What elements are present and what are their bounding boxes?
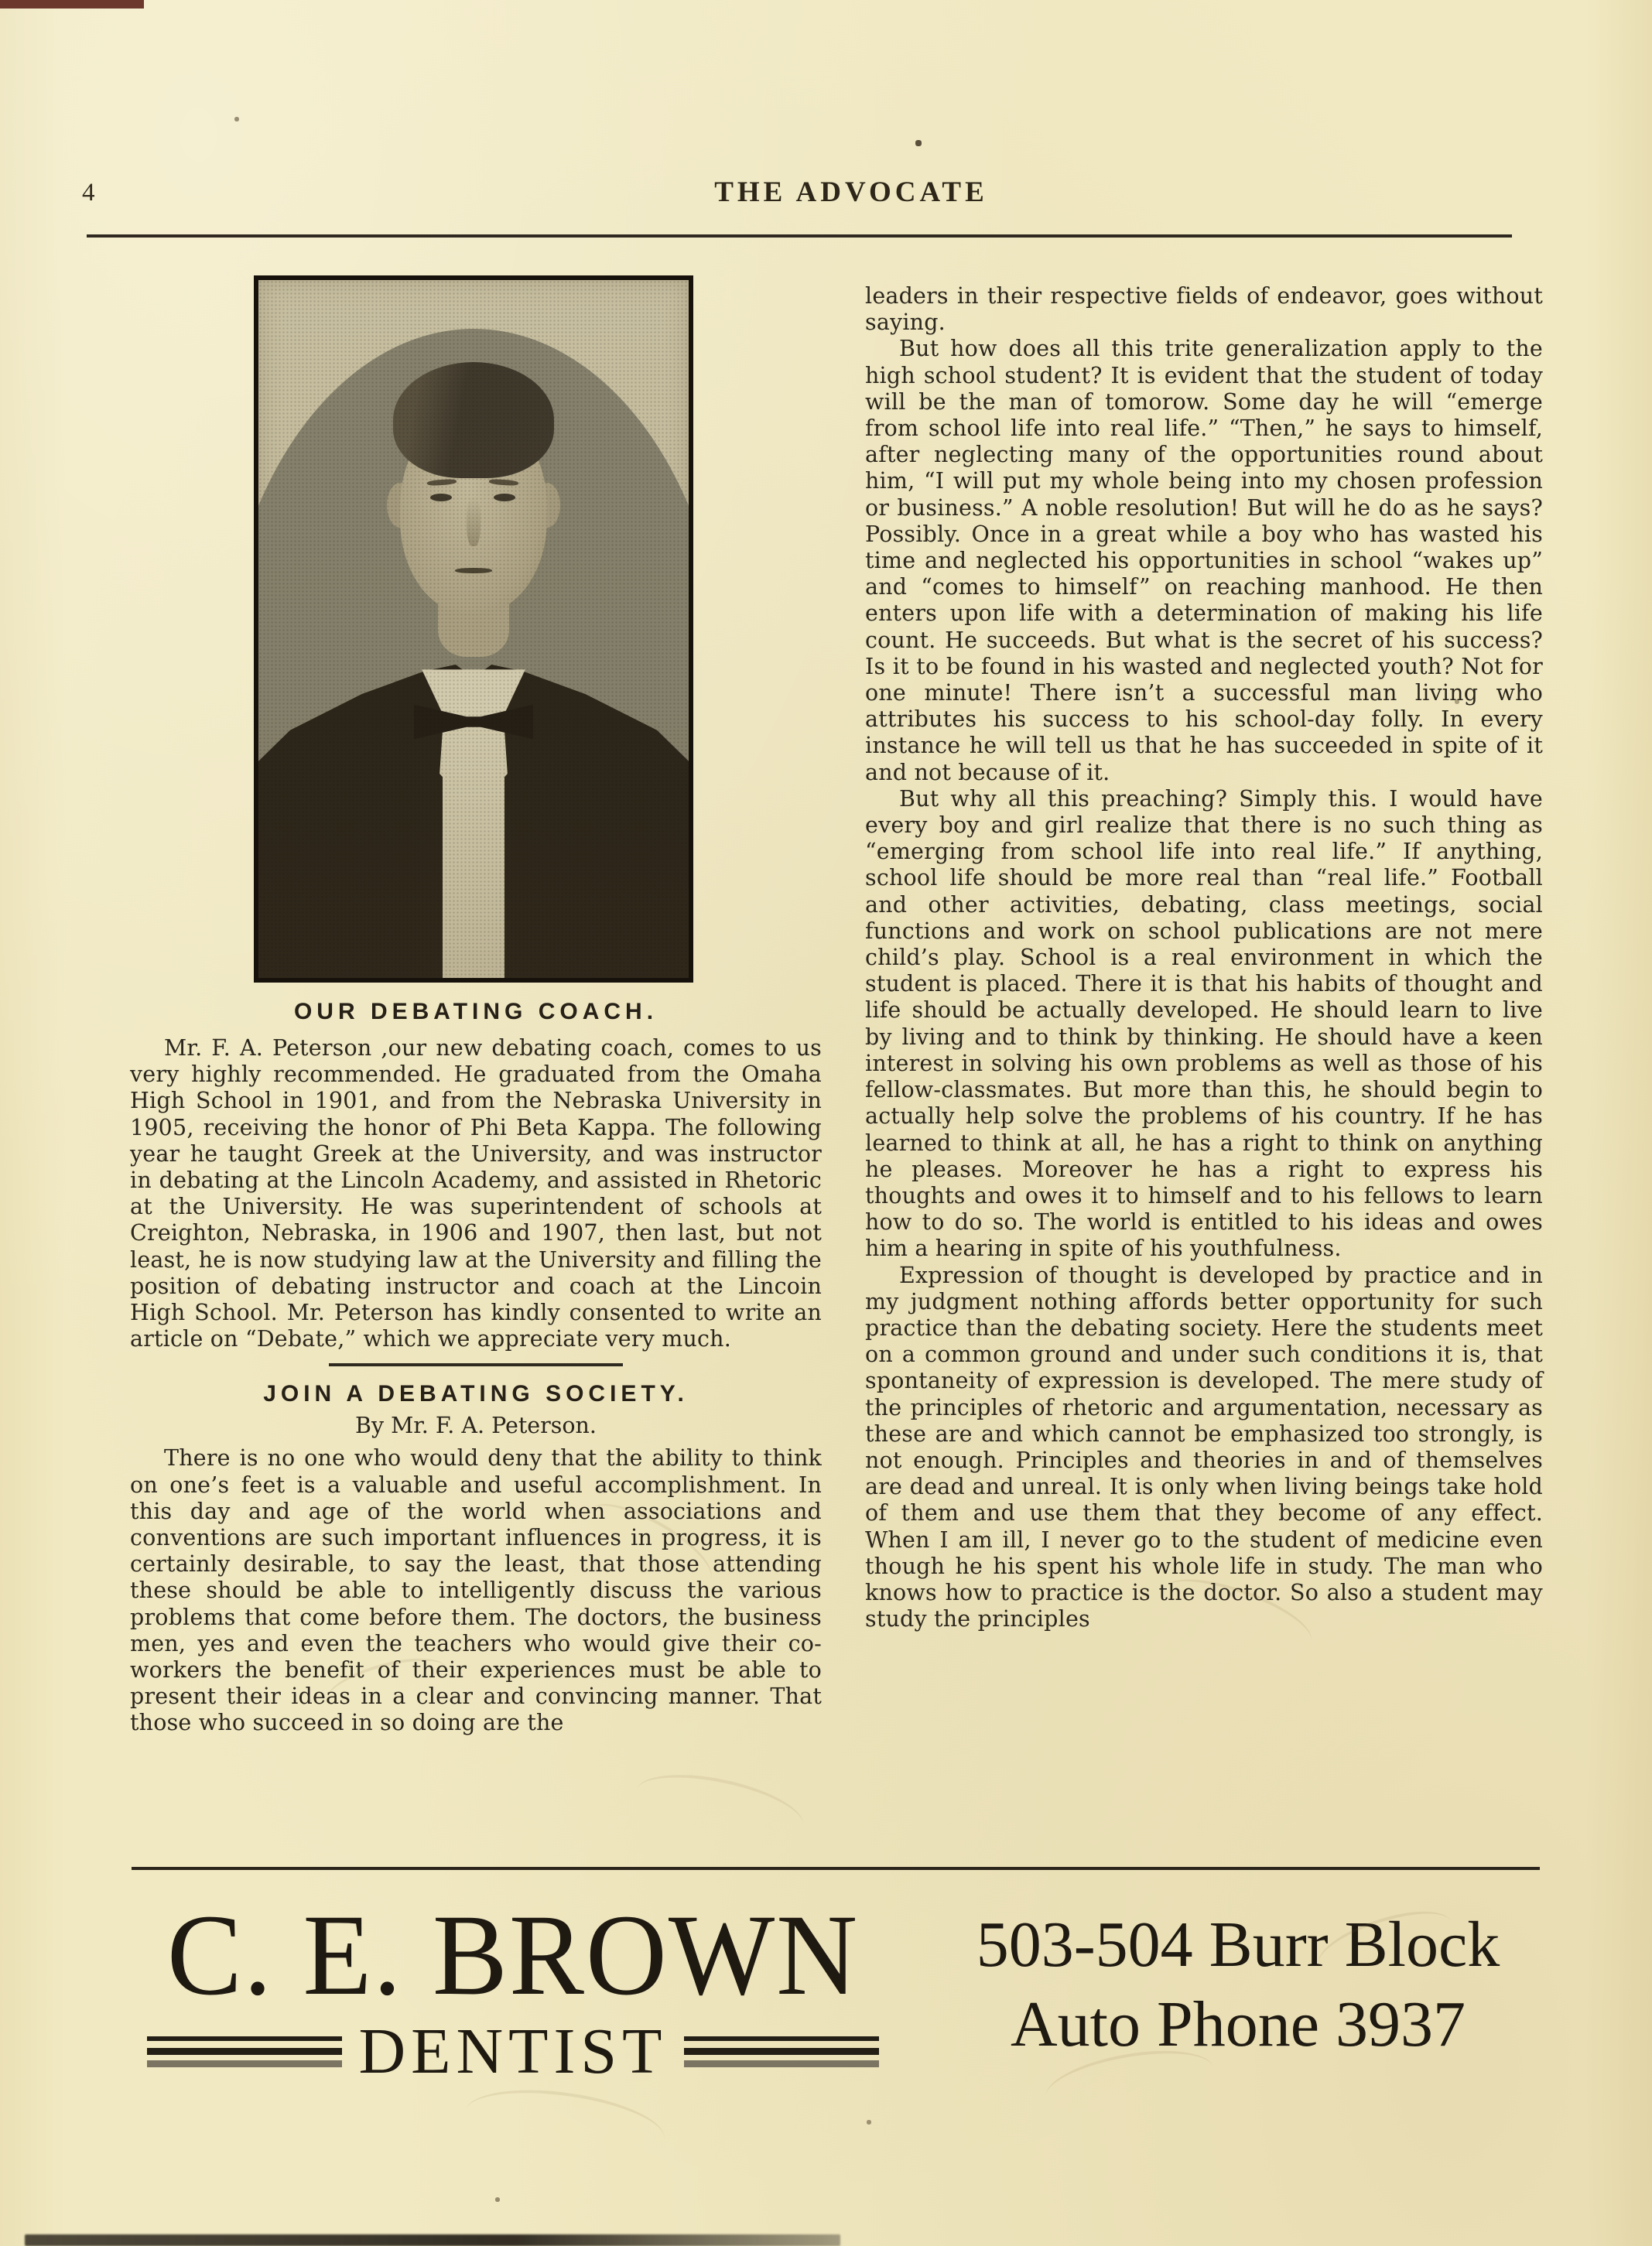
triple-rule-right	[684, 2033, 879, 2070]
portrait-brow-left	[427, 479, 457, 487]
ink-specks	[0, 0, 2, 2]
header-rule	[87, 234, 1512, 238]
section-heading-join-society: JOIN A DEBATING SOCIETY.	[263, 1381, 689, 1407]
portrait-ear-left	[387, 483, 413, 528]
portrait-nose	[467, 497, 481, 546]
right-column-paragraph: But how does all this trite generalization apply to the high school student? It is evident that the student of today will be the man of tomorow. Some day he will “emerge from school life into real life.” “Then,” he says to himself, after neglecting many of the opportunities round about him, “I will put my whole being into my chosen profession or business.” A noble resolution! But will he do as he says? Possibly. Once in a great while a boy who has wasted his time and neglected his opportunities in school “wakes up” and “comes to himself” on reaching manhood. He then enters upon life with a determination of making his life count. He succeeds. But what is the secret of his success? Is it to be found in his wasted and neglected youth? Not for one minute! There isn’t a successful man living who attributes his success to his school-day folly. In every instance he will tell us that he has succeeded in spite of it and not because of it.	[865, 336, 1543, 785]
photo-backdrop-arch	[254, 329, 693, 983]
portrait-neck	[438, 590, 509, 657]
triple-rule-left	[147, 2033, 342, 2070]
portrait-hair	[393, 362, 554, 478]
advertiser-name: C. E. BROWN	[166, 1891, 860, 2019]
scan-artifact-top-strip	[0, 0, 144, 9]
advertiser-role: DENTIST	[358, 2015, 668, 2087]
masthead-title: THE ADVOCATE	[714, 176, 988, 208]
portrait-lapel-left	[371, 699, 443, 978]
portrait-mouth	[455, 568, 492, 573]
article-debating-coach: Mr. F. A. Peterson ,our new debating coach, comes to us very highly recommended. He graduated from the Omaha High School in 1901, and from the Nebraska University in 1905, receiving the honor of Phi Beta Kappa. The following year he taught Greek at the University, and was instructor in debating at the Lincoln Academy, and assisted in Rhetoric at the University. He was superintendent of schools at Creighton, Nebraska, in 1906 and 1907, then last, but not least, he is now studying law at the University and filling the position of debating instructor and coach at the Lincoin High School. Mr. Peterson has kindly consented to write an article on “Debate,” which we appreciate very much.	[130, 1035, 822, 1352]
portrait-brow-right	[489, 479, 518, 487]
page-number: 4	[82, 179, 95, 207]
bleedthrough-smudge	[631, 1762, 809, 1854]
portrait-collar	[415, 669, 532, 734]
scan-artifact-bottom-strip	[25, 2234, 840, 2246]
right-column-paragraph: But why all this preaching? Simply this. I would have every boy and girl realize that there is no such thing as “emerging from school life into real life.” If anything, school life should be more real than “real life.” Football and other activities, debating, class meetings, social functions and work on school publications are not mere child’s play. School is a real environment in which the student is placed. There it is that his habits of thought and life should be actually developed. He should learn to live by living and to think by thinking. He should have a keen interest in solving his own problems as well as those of his fellow-classmates. But more than this, he should begin to actually help solve the problems of his country. If he has learned to think at all, he has a right to think on anything he pleases. Moreover he has a right to express his thoughts and owes it to himself and to his fellows to learn how to do so. The world is entitled to his ideas and owes him a hearing in spite of his youthfulness.	[865, 785, 1543, 1262]
section-byline: By Mr. F. A. Peterson.	[355, 1413, 597, 1439]
photo-caption: OUR DEBATING COACH.	[293, 999, 658, 1024]
portrait-suit	[254, 651, 693, 979]
portrait-face	[400, 409, 547, 614]
portrait-shirt	[426, 726, 522, 978]
advertiser-phone: Auto Phone 3937	[1011, 1988, 1466, 2061]
portrait-lapel-right	[504, 699, 576, 978]
advertiser-role-row	[130, 2015, 896, 2087]
right-column-paragraph: leaders in their respective fields of endeavor, goes without saying.	[865, 283, 1543, 336]
bleedthrough-smudge	[460, 2079, 669, 2171]
right-column	[865, 263, 1543, 1632]
advertiser-address: 503-504 Burr Block	[976, 1909, 1500, 1981]
left-column	[130, 263, 822, 1737]
article-join-society: There is no one who would deny that the ability to think on one’s feet is a valuable and useful accomplishment. In this day and age of the world when associations and conventions are such important influences in progress, it is certainly desirable, to say the least, that those attending these should be able to intelligently discuss the various problems that come before them. The doctors, the business men, yes and even the teachers who would give their co-workers the benefit of their experiences must be able to present their ideas in a clear and convincing manner. That those who succeed in so doing are the	[130, 1445, 822, 1736]
advertisement-right	[921, 1905, 1555, 2065]
portrait-photo	[254, 275, 693, 983]
portrait-bowtie	[414, 700, 533, 744]
portrait-eye-right	[494, 494, 515, 501]
advertisement-top-rule	[132, 1867, 1540, 1870]
portrait-eye-left	[430, 494, 452, 501]
section-divider-rule	[329, 1363, 623, 1366]
advertisement-left	[130, 1891, 896, 2087]
portrait-ear-right	[534, 483, 560, 528]
right-column-paragraph: Expression of thought is developed by practice and in my judgment nothing affords better opportunity for such practice than the debating society. Here the students meet on a common ground and under such conditions it is, that spontaneity of expression is developed. The mere study of the principles of rhetoric and argumentation, necessary as these are and which cannot be emphasized too strongly, is not enough. Principles and theories in and of themselves are dead and unreal. It is only when living beings take hold of them and use them that they become of any effect. When I am ill, I never go to the student of medicine even though he his spent his whole life in study. The man who knows how to practice is the doctor. So also a student may study the principles	[865, 1262, 1543, 1632]
